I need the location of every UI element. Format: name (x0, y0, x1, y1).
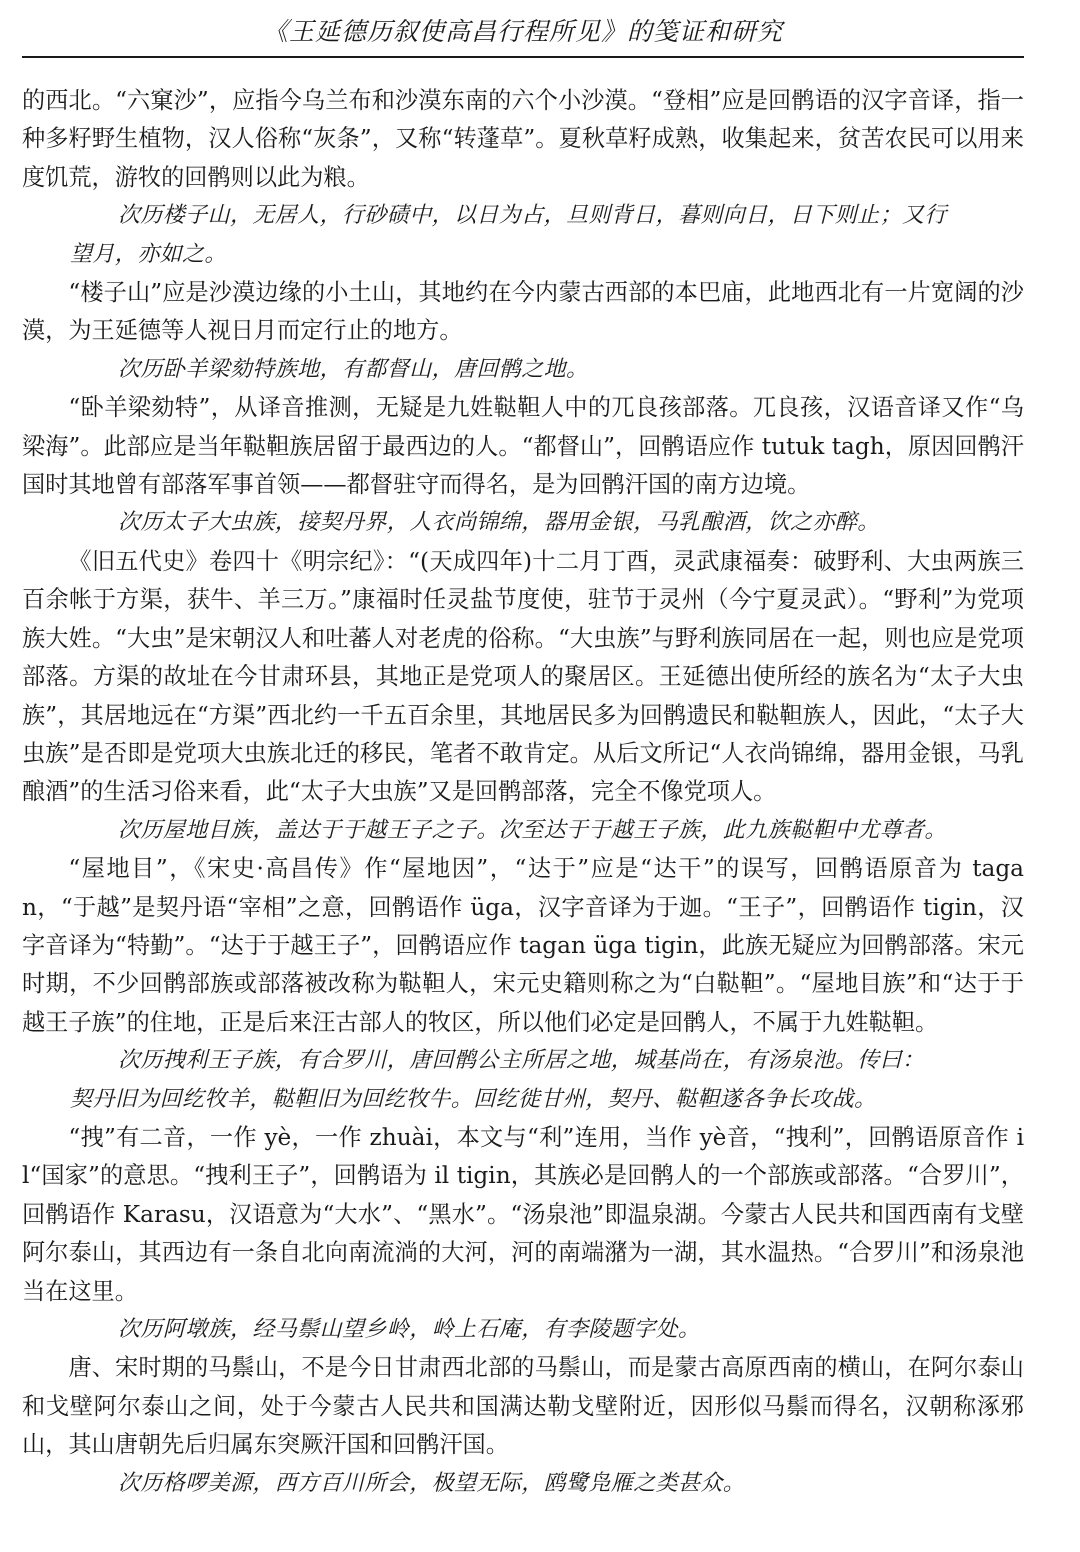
quoted-source-text: 次历卧羊梁劾特族地，有都督山，唐回鹘之地。 (118, 356, 589, 382)
header-rule (22, 56, 1024, 58)
quoted-source-text: 次历拽利王子族，有合罗川，唐回鹘公主所居之地，城基尚在，有汤泉池。传曰： (118, 1048, 925, 1074)
running-header: 《王延德历叙使高昌行程所见》的笺证和研究 (262, 17, 783, 46)
quoted-source-text: 次历阿墩族，经马鬃山望乡岭，岭上石庵，有李陵题字处。 (118, 1317, 701, 1342)
commentary-paragraph: “屋地目”，《宋史·高昌传》作“屋地因”，“达于”应是“达干”的误写，回鹘语原音为 tagan，“于越”是契丹语“宰相”之意，回鹘语作 üga，汉字音译为于迦。“王子”，回鹘语作 tigin，汉字音译为“特勤”。“达于于越王子”，回鹘语应作 tagan üga tigin，此族无疑应为回鹘部落。宋元时期，不少回鹘部族或部落被改称为鞑靼人，宋元史籍则称之为“白鞑靼”。“屋地目族”和“达于于越王子族”的住地，正是后来汪古部人的牧区，所以他们必定是回鹘人，不属于九姓鞑靼。 (22, 855, 1024, 1036)
quoted-source-text: 次历屋地目族，盖达于于越王子之子。次至达于于越王子族，此九族鞑靼中尤尊者。 (118, 817, 947, 843)
commentary-paragraph: “拽”有二音，一作 yè，一作 zhuài，本文与“利”连用，当作 yè音，“拽利”，回鹘语原音作 il“国家”的意思。“拽利王子”，回鹘语为 il tigin，其族必是回鹘人的一个部族或部落。“合罗川”，回鹘语作 Karasu，汉语意为“大水”、“黑水”。“汤泉池”即温泉湖。今蒙古人民共和国西南有戈壁阿尔泰山，其西边有一条自北向南流淌的大河，河的南端潴为一湖，其水温热。“合罗川”和汤泉池当在这里。 (22, 1123, 1024, 1305)
quoted-source-text: 次历太子大虫族，接契丹界，人衣尚锦绵，器用金银，马乳酿酒，饮之亦醉。 (118, 510, 880, 536)
quoted-source-text: 望月，亦如之。 (70, 241, 227, 267)
quoted-source-text: 次历楼子山，无居人，行砂碛中，以日为占，旦则背日，暮则向日，日下则止；又行 (118, 203, 947, 229)
commentary-paragraph: 的西北。“六窠沙”，应指今乌兰布和沙漠东南的六个小沙漠。“登相”应是回鹘语的汉字音译，指一种多籽野生植物，汉人俗称“灰条”，又称“转蓬草”。夏秋草籽成熟，收集起来，贫苦农民可以用来度饥荒，游牧的回鹘则以此为粮。 (22, 87, 1024, 191)
commentary-paragraph: “楼子山”应是沙漠边缘的小土山，其地约在今内蒙古西部的本巴庙，此地西北有一片宽阔的沙漠，为王延德等人视日月而定行止的地方。 (22, 279, 1024, 345)
quoted-source-text: 次历格啰美源，西方百川所会，极望无际，鸥鹭凫雁之类甚众。 (118, 1470, 746, 1496)
commentary-paragraph: 唐、宋时期的马鬃山，不是今日甘肃西北部的马鬃山，而是蒙古高原西南的横山，在阿尔泰山和戈壁阿尔泰山之间，处于今蒙古人民共和国满达勒戈壁附近，因形似马鬃而得名，汉朝称涿邪山，其山唐朝先后归属东突厥汗国和回鹘汗国。 (22, 1354, 1024, 1459)
article-body (22, 82, 1024, 1503)
commentary-paragraph: 《旧五代史》卷四十《明宗纪》：“(天成四年)十二月丁酉，灵武康福奏：破野利、大虫两族三百余帐于方渠，获牛、羊三万。”康福时任灵盐节度使，驻节于灵州（今宁夏灵武）。“野利”为党项族大姓。“大虫”是宋朝汉人和吐蕃人对老虎的俗称。“大虫族”与野利族同居在一起，则也应是党项部落。方渠的故址在今甘肃环县，其地正是党项人的聚居区。王延德出使所经的族名为“太子大虫族”，其居地远在“方渠”西北约一千五百余里，其地居民多为回鹘遗民和鞑靼族人，因此，“太子大虫族”是否即是党项大虫族北迁的移民，笔者不敢肯定。从后文所记“人衣尚锦绵，器用金银，马乳酿酒”的生活习俗来看，此“太子大虫族”又是回鹘部落，完全不像党项人。 (22, 547, 1024, 806)
commentary-paragraph: “卧羊梁劾特”，从译音推测，无疑是九姓鞑靼人中的兀良孩部落。兀良孩，汉语音译又作“乌梁海”。此部应是当年鞑靼族居留于最西边的人。“都督山”，回鹘语应作 tutuk tagh，原因回鹘汗国时其地曾有部落军事首领——都督驻守而得名，是为回鹘汗国的南方边境。 (22, 394, 1024, 499)
quoted-source-text: 契丹旧为回纥牧羊，鞑靼旧为回纥牧牛。回纥徙甘州，契丹、鞑靼遂各争长攻战。 (70, 1086, 877, 1112)
